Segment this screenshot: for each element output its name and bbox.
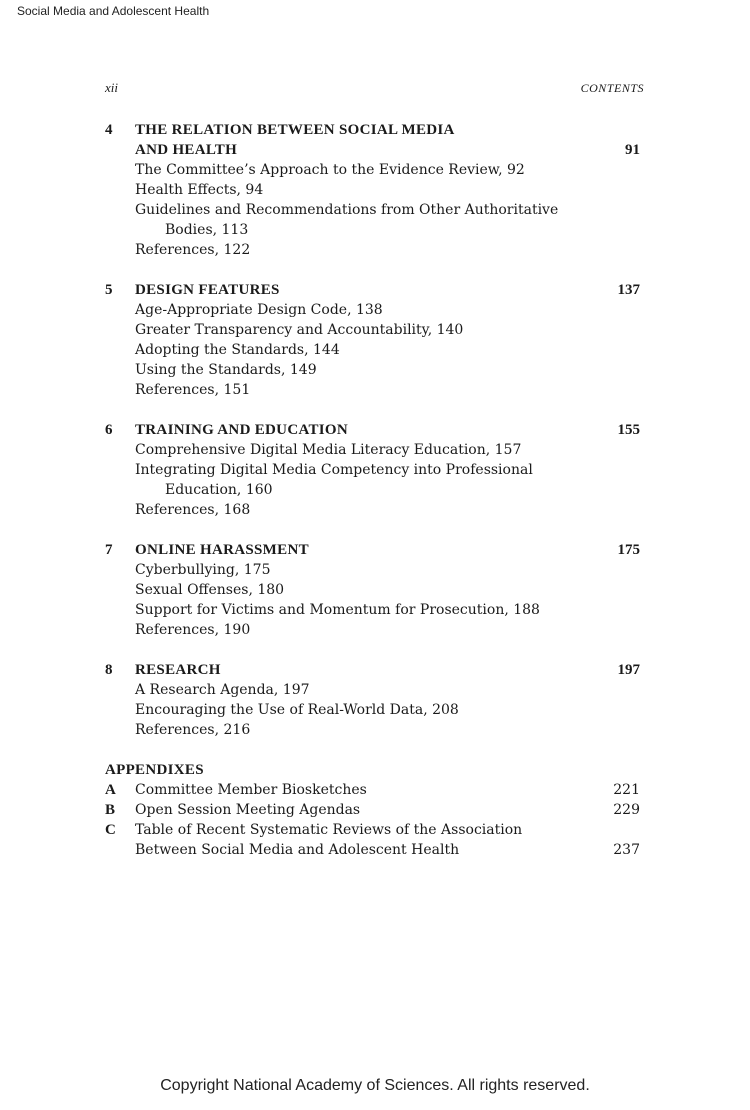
toc-entry[interactable]: Support for Victims and Momentum for Prosecution, 188 <box>135 602 540 618</box>
toc-entry[interactable]: Using the Standards, 149 <box>135 362 317 378</box>
appendix-item-c[interactable] <box>105 820 640 840</box>
appendix-title: Open Session Meeting Agendas <box>135 802 361 818</box>
chapter-page: 137 <box>617 282 640 298</box>
toc-entry[interactable]: Age-Appropriate Design Code, 138 <box>135 302 383 318</box>
toc-entry[interactable]: Sexual Offenses, 180 <box>135 582 285 598</box>
toc-entry[interactable]: References, 151 <box>135 382 251 398</box>
chapter-page: 175 <box>617 542 640 558</box>
chapter-title[interactable]: TRAINING AND EDUCATION <box>135 422 349 438</box>
chapter-title[interactable]: RESEARCH <box>135 662 221 678</box>
copyright-footer: Copyright National Academy of Sciences. All rights reserved. <box>160 1077 590 1094</box>
toc-entry[interactable]: Health Effects, 94 <box>135 182 264 198</box>
running-head: Social Media and Adolescent Health <box>17 4 210 18</box>
appendix-title: Committee Member Biosketches <box>135 782 367 798</box>
chapter-page: 91 <box>625 142 640 158</box>
appendix-item-b[interactable] <box>105 800 640 820</box>
page-number: xii <box>105 80 118 95</box>
appendix-page: 229 <box>613 802 640 818</box>
chapter-5 <box>105 280 640 400</box>
toc-entry[interactable]: References, 168 <box>135 502 251 518</box>
appendixes-heading: APPENDIXES <box>105 762 204 778</box>
chapter-title[interactable]: ONLINE HARASSMENT <box>135 542 309 558</box>
table-of-contents <box>105 120 640 880</box>
chapter-number: 8 <box>105 662 113 678</box>
toc-entry[interactable]: Comprehensive Digital Media Literacy Education, 157 <box>135 442 522 458</box>
appendix-item-a[interactable] <box>105 780 640 800</box>
toc-entry[interactable]: Encouraging the Use of Real-World Data, 208 <box>135 702 459 718</box>
toc-entry[interactable]: A Research Agenda, 197 <box>135 682 310 698</box>
chapter-title[interactable]: THE RELATION BETWEEN SOCIAL MEDIA <box>135 122 455 138</box>
chapter-number: 5 <box>105 282 113 298</box>
chapter-number: 7 <box>105 542 113 558</box>
chapter-4 <box>105 120 640 260</box>
appendix-page: 237 <box>613 842 640 858</box>
toc-entry[interactable]: Integrating Digital Media Competency into Professional <box>135 462 533 478</box>
appendix-title: Table of Recent Systematic Reviews of the Association <box>135 822 523 838</box>
appendix-letter: A <box>105 782 116 798</box>
toc-entry-continued[interactable]: Education, 160 <box>165 482 273 498</box>
chapter-page: 155 <box>617 422 640 438</box>
page-label: CONTENTS <box>580 81 644 95</box>
toc-entry[interactable]: Guidelines and Recommendations from Other Authoritative <box>135 202 559 218</box>
toc-entry[interactable]: References, 190 <box>135 622 251 638</box>
toc-entry[interactable]: Greater Transparency and Accountability, 140 <box>135 322 464 338</box>
chapter-title-continued[interactable]: AND HEALTH <box>135 142 238 158</box>
chapter-6 <box>105 420 640 520</box>
chapter-page: 197 <box>617 662 640 678</box>
chapter-7 <box>105 540 640 640</box>
appendix-page: 221 <box>613 782 640 798</box>
chapter-number: 4 <box>105 122 113 138</box>
appendixes <box>105 760 640 860</box>
appendix-letter: B <box>105 802 116 818</box>
toc-entry[interactable]: References, 216 <box>135 722 251 738</box>
chapter-title[interactable]: DESIGN FEATURES <box>135 282 280 298</box>
toc-entry-continued[interactable]: Bodies, 113 <box>165 222 249 238</box>
chapter-8 <box>105 660 640 740</box>
toc-entry[interactable]: Cyberbullying, 175 <box>135 562 271 578</box>
toc-entry[interactable]: The Committee’s Approach to the Evidence Review, 92 <box>135 162 525 178</box>
appendix-title-continued: Between Social Media and Adolescent Health <box>135 842 460 858</box>
appendix-letter: C <box>105 822 116 838</box>
toc-entry[interactable]: Adopting the Standards, 144 <box>135 342 340 358</box>
chapter-number: 6 <box>105 422 113 438</box>
appendix-item-c-continued[interactable] <box>105 840 640 860</box>
toc-entry[interactable]: References, 122 <box>135 242 251 258</box>
